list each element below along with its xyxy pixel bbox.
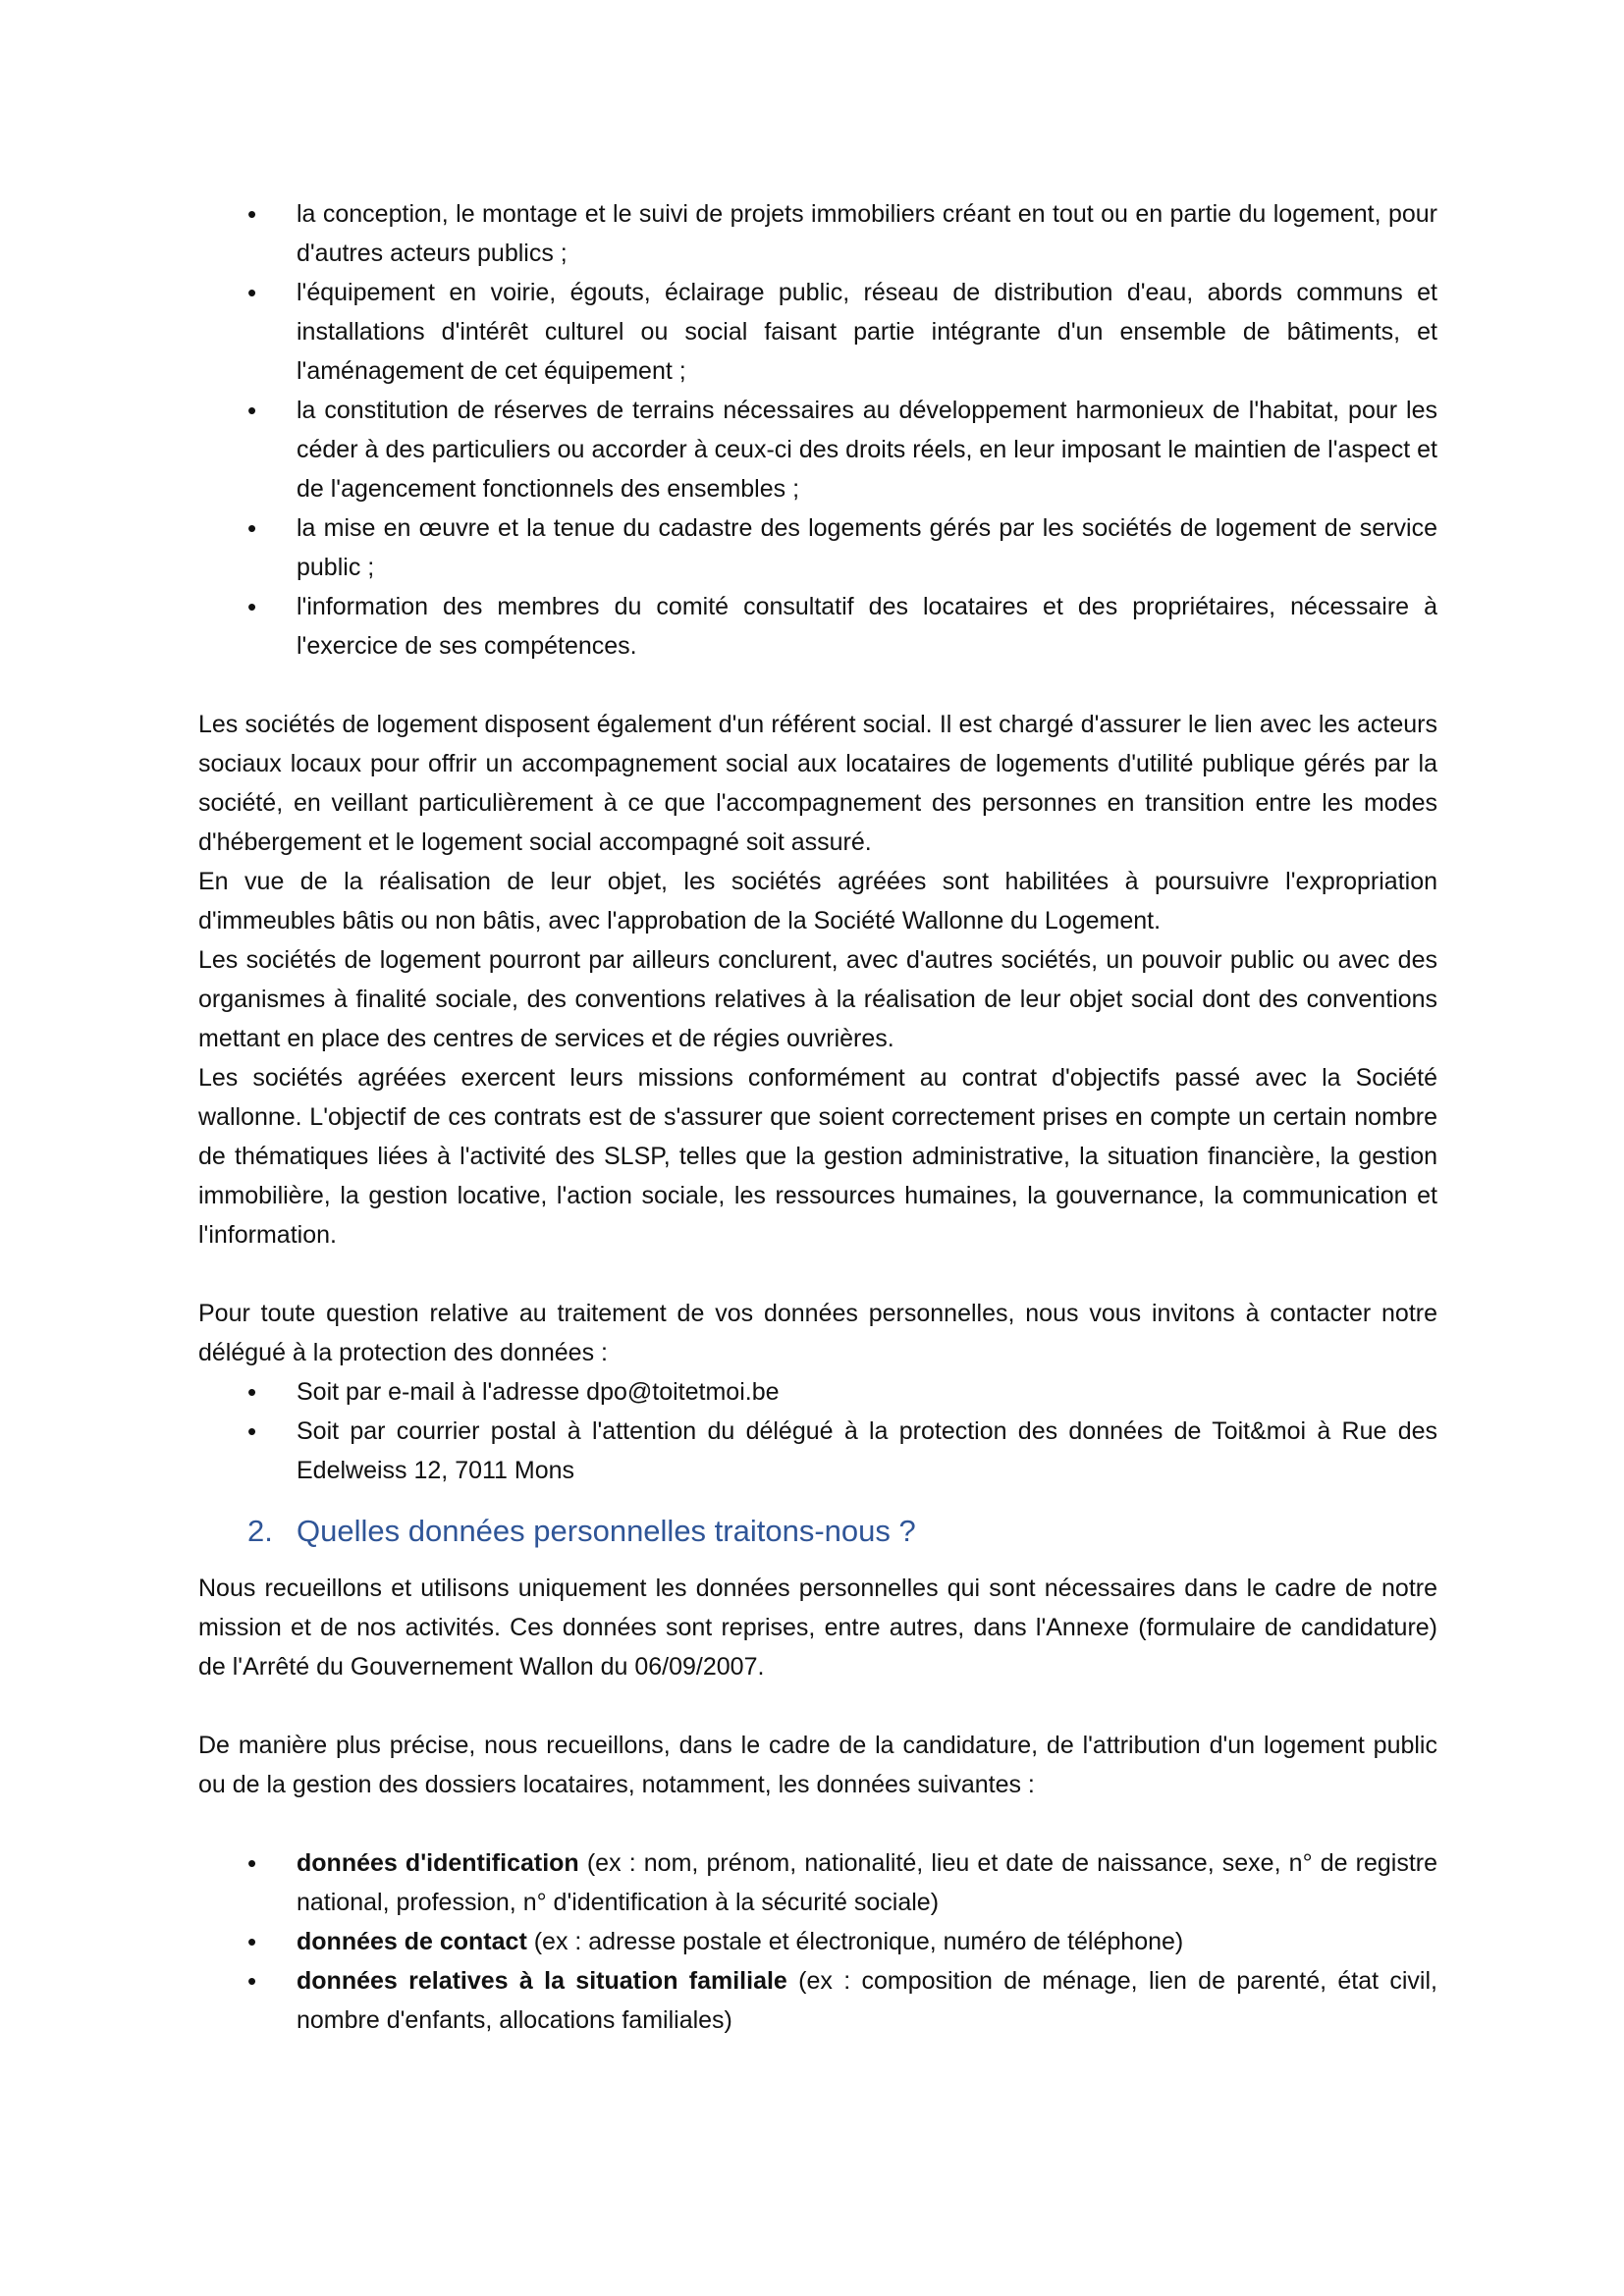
list-item: • la mise en œuvre et la tenue du cadastre des logements gérés par les sociétés de logement de service public ; <box>198 508 1437 587</box>
contact-postal-item: • Soit par courrier postal à l'attention du délégué à la protection des données de Toit&moi à Rue des Edelweiss 12, 7011 Mons <box>198 1412 1437 1490</box>
paragraph-expropriation: En vue de la réalisation de leur objet, les sociétés agréées sont habilitées à poursuivre l'expropriation d'immeubles bâtis ou non bâtis, avec l'approbation de la Société Wallonne du Logement. <box>198 868 1437 934</box>
paragraph-contrat-objectifs: Les sociétés agréées exercent leurs missions conformément au contrat d'objectifs passé avec la Société wallonne. L'objectif de ces contrats est de s'assurer que soient correctement prises en compte un certain nombre de thématiques liées à l'activité des SLSP, telles que la gestion administrative, la situation financière, la gestion immobilière, la gestion locative, l'action sociale, les ressources humaines, la gouvernance, la communication et l'information. <box>198 1064 1437 1249</box>
category-details: (ex : adresse postale et électronique, numéro de téléphone) <box>526 1928 1184 1955</box>
missions-list <box>198 194 1437 666</box>
section-heading <box>247 1512 1437 1551</box>
category-name: données de contact <box>297 1928 527 1955</box>
category-name: données relatives à la situation familiale <box>297 1967 787 1995</box>
list-item <box>198 1922 1437 1961</box>
section-paragraph: De manière plus précise, nous recueillons, dans le cadre de la candidature, de l'attribution d'un logement public ou de la gestion des dossiers locataires, notamment, les données suivantes : <box>198 1732 1437 1798</box>
category-details: (ex : composition de ménage, lien de parenté, état civil, nombre d'enfants, allocations familiales) <box>297 1967 1437 2034</box>
list-item: • la conception, le montage et le suivi de projets immobiliers créant en tout ou en partie du logement, pour d'autres acteurs publics ; <box>198 194 1437 273</box>
paragraph-conventions: Les sociétés de logement pourront par ailleurs conclurent, avec d'autres sociétés, un pouvoir public ou avec des organismes à finalité sociale, des conventions relatives à la réalisation de leur objet social dont des conventions mettant en place des centres de services et de régies ouvrières. <box>198 946 1437 1052</box>
section-title: Quelles données personnelles traitons-nous ? <box>297 1514 916 1548</box>
category-name: données d'identification <box>297 1849 579 1877</box>
contact-email-item: • Soit par e-mail à l'adresse dpo@toitetmoi.be <box>198 1372 1437 1412</box>
list-item <box>198 1843 1437 1922</box>
paragraph-referent-social: Les sociétés de logement disposent également d'un référent social. Il est chargé d'assurer le lien avec les acteurs sociaux locaux pour offrir un accompagnement social aux locataires de logements d'utilité publique gérés par la société, en veillant particulièrement à ce que l'accompagnement des personnes en transition entre les modes d'hébergement et le logement social accompagné soit assuré. <box>198 711 1437 856</box>
page-content <box>198 194 1437 2040</box>
contact-list <box>198 1372 1437 1490</box>
list-item: • l'information des membres du comité consultatif des locataires et des propriétaires, nécessaire à l'exercice de ses compétences. <box>198 587 1437 666</box>
list-item: • la constitution de réserves de terrains nécessaires au développement harmonieux de l'habitat, pour les céder à des particuliers ou accorder à ceux-ci des droits réels, en leur imposant le maintien de l'aspect et de l'agencement fonctionnels des ensembles ; <box>198 391 1437 508</box>
data-categories-list <box>198 1843 1437 2040</box>
contact-intro: Pour toute question relative au traitement de vos données personnelles, nous vous invitons à contacter notre délégué à la protection des données : <box>198 1300 1437 1366</box>
list-item <box>198 1961 1437 2040</box>
list-item: • l'équipement en voirie, égouts, éclairage public, réseau de distribution d'eau, abords communs et installations d'intérêt culturel ou social faisant partie intégrante d'un ensemble de bâtiments, et l'aménagement de cet équipement ; <box>198 273 1437 391</box>
section-paragraph: Nous recueillons et utilisons uniquement les données personnelles qui sont nécessaires dans le cadre de notre mission et de nos activités. Ces données sont reprises, entre autres, dans l'Annexe (formulaire de candidature) de l'Arrêté du Gouvernement Wallon du 06/09/2007. <box>198 1575 1437 1681</box>
section-number: 2. <box>247 1514 273 1548</box>
category-details: (ex : nom, prénom, nationalité, lieu et date de naissance, sexe, n° de registre national, profession, n° d'identification à la sécurité sociale) <box>297 1849 1438 1916</box>
